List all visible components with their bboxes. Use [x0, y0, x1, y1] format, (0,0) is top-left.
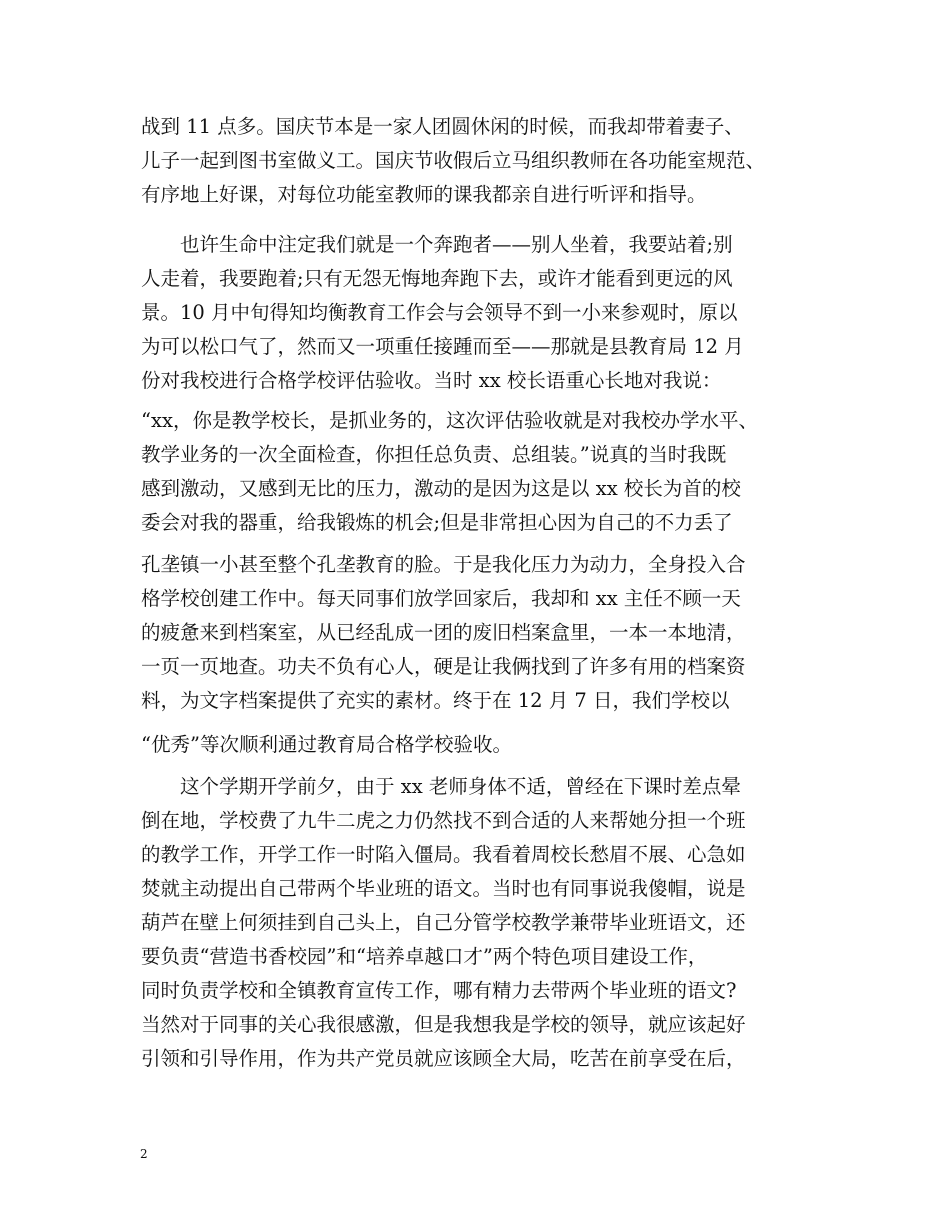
text-line: 份对我校进行合格学校评估验收。当时 xx 校长语重心长地对我说： [141, 369, 722, 392]
text-line: 战到 11 点多。国庆节本是一家人团圆休闲的时候，而我却带着妻子、 [141, 115, 744, 138]
text-line: “优秀”等次顺利通过教育局合格学校验收。 [141, 733, 512, 756]
text-line: 同时负责学校和全镇教育宣传工作，哪有精力去带两个毕业班的语文? [141, 979, 737, 1002]
text-line: 有序地上好课，对每位功能室教师的课我都亲自进行听评和指导。 [141, 183, 707, 206]
paragraph-first-line: 这个学期开学前夕，由于 xx 老师身体不适，曾经在下课时差点晕 [180, 775, 741, 798]
paragraph-first-line: 也许生命中注定我们就是一个奔跑者——别人坐着，我要站着;别 [180, 233, 733, 256]
text-line: 的教学工作，开学工作一时陷入僵局。我看着周校长愁眉不展、心急如 [141, 843, 746, 866]
text-line: 引领和引导作用，作为共产党员就应该顾全大局，吃苦在前享受在后， [141, 1047, 746, 1070]
text-line: 要负责“营造书香校园”和“培养卓越口才”两个特色项目建设工作， [141, 945, 708, 968]
text-line: 的疲惫来到档案室，从已经乱成一团的废旧档案盒里，一本一本地清， [141, 621, 746, 644]
text-line: 焚就主动提出自己带两个毕业班的语文。当时也有同事说我傻帽，说是 [141, 877, 746, 900]
text-line: 儿子一起到图书室做义工。国庆节收假后立马组织教师在各功能室规范、 [141, 149, 766, 172]
text-line: 人走着，我要跑着;只有无怨无悔地奔跑下去，或许才能看到更远的风 [141, 267, 733, 290]
text-line: 倒在地，学校费了九牛二虎之力仍然找不到合适的人来帮她分担一个班 [141, 809, 746, 832]
text-line: 委会对我的器重，给我锻炼的机会;但是非常担心因为自己的不力丢了 [141, 511, 733, 534]
text-line: 教学业务的一次全面检查，你担任总负责、总组装。”说真的当时我既 [141, 443, 727, 466]
text-line: 孔垄镇一小甚至整个孔垄教育的脸。于是我化压力为动力，全身投入合 [141, 553, 746, 576]
text-line: 格学校创建工作中。每天同事们放学回家后，我却和 xx 主任不顾一天 [141, 587, 741, 610]
text-line: 葫芦在壁上何须挂到自己头上，自己分管学校教学兼带毕业班语文，还 [141, 911, 746, 934]
text-line: 感到激动，又感到无比的压力，激动的是因为这是以 xx 校长为首的校 [141, 477, 741, 500]
text-line: 为可以松口气了，然而又一项重任接踵而至——那就是县教育局 12 月 [141, 335, 744, 358]
text-line: 当然对于同事的关心我很感激，但是我想我是学校的领导，就应该起好 [141, 1013, 746, 1036]
text-line: 一页一页地查。功夫不负有心人，硬是让我俩找到了许多有用的档案资 [141, 655, 746, 678]
text-line: “xx，你是教学校长，是抓业务的，这次评估验收就是对我校办学水平、 [141, 409, 758, 432]
text-line: 景。10 月中旬得知均衡教育工作会与会领导不到一小来参观时，原以 [141, 301, 738, 324]
text-line: 料，为文字档案提供了充实的素材。终于在 12 月 7 日，我们学校以 [141, 689, 730, 712]
page-number: 2 [140, 1147, 148, 1161]
